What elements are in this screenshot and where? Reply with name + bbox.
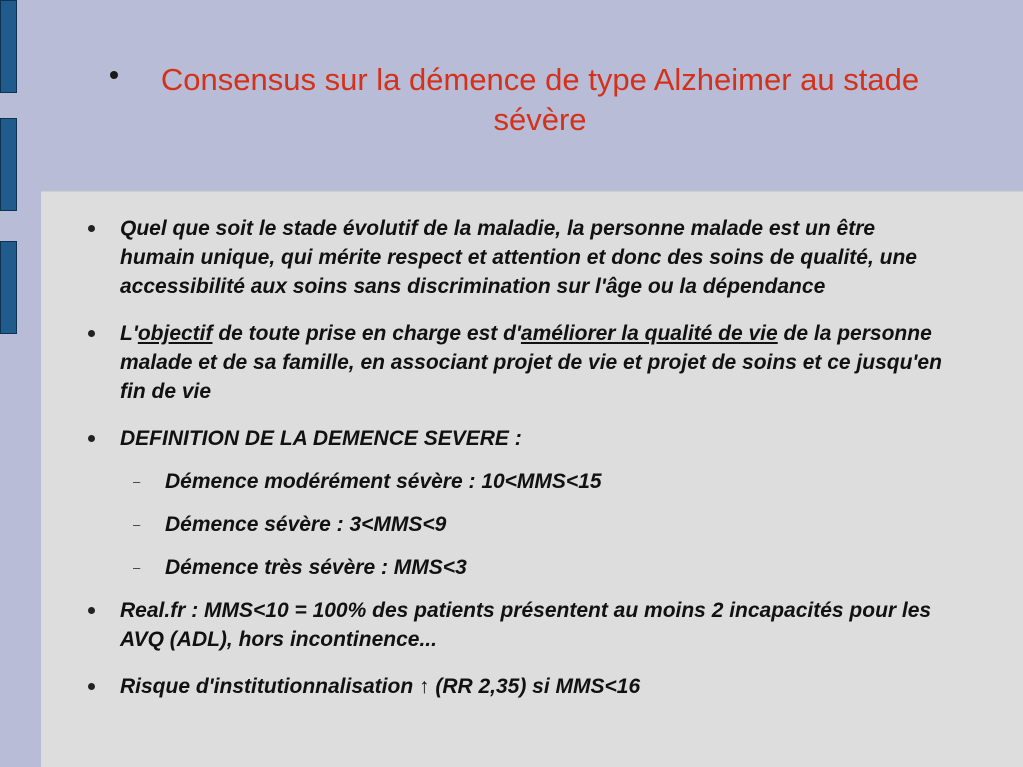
dash-bullet-icon: – [133,560,141,575]
sub-item-text: Démence très sévère : MMS<3 [165,556,467,579]
bullet-item-objective [41,319,1023,406]
side-decoration-bar-middle [0,118,17,211]
sub-item-text: Démence sévère : 3<MMS<9 [165,513,447,536]
bullet-item-realfr [41,596,1023,654]
slide-title-block [110,60,950,140]
bullet-list [41,214,1023,701]
bullet-text-part: de la personne malade et de sa famille, en associant projet de vie et projet de soins et ce jusqu'en fin de vie [120,322,942,403]
bullet-dot-icon [88,225,95,232]
bullet-dot-icon [88,330,95,337]
bullet-dot-icon [88,435,95,442]
side-decoration-bar-bottom [0,241,17,334]
bullet-text: Real.fr : MMS<10 = 100% des patients présentent au moins 2 incapacités pour les AVQ (ADL), hors incontinence... [120,599,932,651]
bullet-text-part: de toute prise en charge est d' [212,322,521,345]
bullet-text-part: L' [120,322,138,345]
underlined-quality-of-life: améliorer la qualité de vie [520,322,778,345]
underlined-objectif: objectif [137,322,213,345]
sub-item-moderately-severe [41,467,1023,496]
slide-title: Consensus sur la démence de type Alzheimer au stade sévère [160,62,920,137]
sub-item-severe [41,510,1023,539]
bullet-item-institutionalisation [41,672,1023,701]
sub-item-text: Démence modérément sévère : 10<MMS<15 [165,470,602,493]
title-bullet-icon [110,71,118,79]
side-decoration-bar-top [0,0,17,93]
bullet-item-definition [41,424,1023,453]
bullet-dot-icon [88,607,95,614]
bullet-text: DEFINITION DE LA DEMENCE SEVERE : [120,427,522,450]
bullet-dot-icon [88,683,95,690]
content-panel [41,191,1023,767]
bullet-text: Risque d'institutionnalisation ↑ (RR 2,35) si MMS<16 [120,675,641,698]
bullet-text: Quel que soit le stade évolutif de la maladie, la personne malade est un être humain unique, qui mérite respect et attention et donc des soins de qualité, une accessibilité aux soins sans discrimination sur l'âge ou la dépendance [120,217,917,298]
dash-bullet-icon: – [133,517,141,532]
dash-bullet-icon: – [133,474,141,489]
bullet-item-dignity [41,214,1023,301]
sub-item-very-severe [41,553,1023,582]
